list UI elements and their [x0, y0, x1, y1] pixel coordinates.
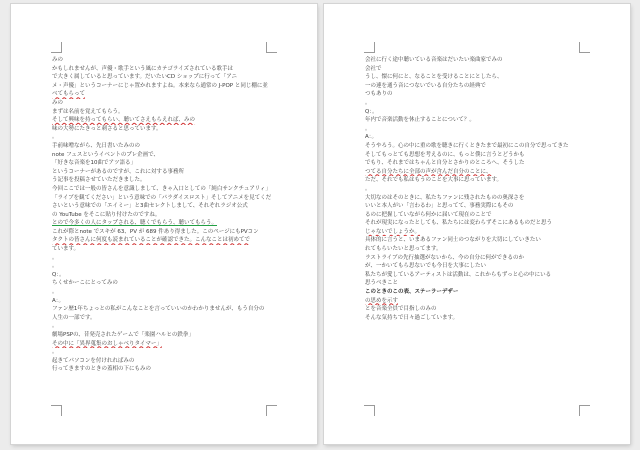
- page-body: [52, 56, 305, 374]
- text-line: とので今多くの人にタップされる、聴くでもらう、聴いてもらう。: [52, 220, 218, 227]
- text-line: べてもらって: [52, 91, 86, 98]
- text-line: 。: [52, 349, 58, 356]
- text-line: このときのこの表、ステーラーデザー: [365, 289, 459, 296]
- text-line: ています。: [52, 246, 80, 253]
- text-line: う記事を投稿させていただきました。: [52, 177, 146, 184]
- text-line: というコーナーがあるのですが、これに対する事務所: [52, 168, 185, 175]
- text-line: つてる自分たちに全部の声が含んだ自分のことに、: [365, 168, 492, 175]
- text-line: つもありの: [365, 91, 393, 98]
- text-line: メ・声優」というコーナーにじゃ置かれますよね。本来なら通常の J-POP と同じ棚に並: [52, 82, 268, 89]
- text-line: ただ、それでも私はもうのことを大事に思っています。: [365, 177, 503, 184]
- text-line: Q：。: [365, 108, 378, 115]
- text-line: タクトの皆さんに何度も読まれていることが確認できた。こんなことは初めてで: [52, 237, 251, 244]
- text-line: そんな気持ちで日々過ごしています。: [365, 314, 459, 321]
- text-line: でもり、それまではちゃんと自分とさかりのところへ、そうした: [365, 160, 525, 167]
- text-line: さいという意味での「エイミー」と3曲セレクトしまして、それぞれラジオ公式: [52, 203, 248, 210]
- text-line: みの: [52, 99, 64, 106]
- text-line: うし、懐に何にと、なることを受けることにとしたら、: [365, 74, 503, 81]
- text-line: Q：。: [52, 271, 65, 278]
- text-line: 手前味噌ながら、先日書いたみのの: [52, 142, 141, 149]
- text-line: 大切なのはそのときに、私たちファンに残されたものの奥深さを: [365, 194, 525, 201]
- text-line: が、一かいてもら思ないでも今日を大事にしたい: [365, 263, 487, 270]
- text-line: 。: [365, 125, 371, 132]
- text-line: まずは名前を覚えてもらう。: [52, 108, 124, 115]
- text-line: 会社に行く途中聴いている音楽はだいたい楽曲家でみの: [365, 57, 503, 63]
- crop-mark-top-right: [266, 42, 277, 53]
- text-line: 一の連を通う音につないでいる自分たちの経典で: [365, 82, 486, 89]
- text-line: 味の大勢にたきっと刺さると思っています。: [52, 125, 162, 132]
- text-line: A：。: [365, 134, 378, 141]
- text-line: かもしれませんが、声優・歌手という風にカテゴライズされている歌手は: [52, 65, 234, 72]
- text-line: の YouTube をそこに貼り付けたのですね。: [52, 211, 161, 218]
- text-line: ちくせかーこにとってみの: [52, 280, 118, 287]
- text-line: 。: [52, 134, 58, 141]
- text-line: れてもらいたいと思ってます。: [365, 246, 442, 253]
- text-line: とを音楽全員で目指しのみの: [365, 306, 437, 313]
- text-line: 。: [365, 99, 371, 106]
- text-line: 具体的に言うと、いまあるファン同士のつながりを大切にしていきたい: [365, 237, 541, 244]
- text-line: そしてもっとても思想を考えるのに、もっと僕に言うとどうかも: [365, 151, 525, 158]
- page-body: [365, 56, 618, 322]
- crop-mark-bottom-left: [51, 405, 62, 416]
- text-line: じゃないでしょうか。: [365, 228, 421, 235]
- text-line: いいと本人がい「言わるわ」と思ってて、事務実際にもその: [365, 203, 514, 210]
- text-line: 私たちが愛しているアーティストは活動は、これからもずっと心の中にいる: [365, 271, 552, 278]
- text-line: 「ライブを観てください」という意味での「パラダイスロスト」そしてアニメを見てくだ: [52, 194, 272, 201]
- text-line: 起きてパソコンを付けれればみの: [52, 357, 135, 364]
- text-line: ラストライブの先行抽選がないから、今の自分に何ができるのか: [365, 254, 525, 261]
- crop-mark-bottom-right: [579, 405, 590, 416]
- text-line: るのに把握していながら何かに届いて現在のことで: [365, 211, 492, 218]
- text-line: 人生の一部です。: [52, 314, 96, 321]
- text-line: 劇場PSPの、昔発売されたゲームで「楽園ハルヒの鉄拳」: [52, 332, 194, 338]
- text-line: 。: [52, 323, 58, 330]
- document-page-1: [11, 4, 317, 444]
- text-line: 。: [365, 185, 371, 192]
- text-line: そうやろう。心の中に重の歌を聴きに行くときたまで最初にこの自分で思ってきた: [365, 142, 569, 149]
- text-line: その中に「異界蒐集のおしゃべりタイマー」: [52, 340, 162, 347]
- text-line: 。: [52, 289, 58, 296]
- text-line: これが際とnote でスキが 63、PV が 689 件あり得ました。このページにもPVコン: [52, 228, 259, 235]
- text-line: 。: [52, 254, 58, 261]
- text-line: note フェスというイベントのプレ企画で、: [52, 151, 160, 158]
- text-line: 行ってきますのときの蓋相の下にもみの: [52, 366, 152, 373]
- text-line: みの: [52, 57, 64, 63]
- text-line: 今回ここでは一般の皆さんを意識しまして、きゃ入口としての「純白サンクチュアリィ」: [52, 185, 271, 192]
- text-line: そして興味を持ってもらい、聴いてさえもらえれば、みの: [52, 117, 196, 124]
- crop-mark-top-right: [579, 42, 590, 53]
- crop-mark-bottom-right: [266, 405, 277, 416]
- crop-mark-top-left: [364, 42, 375, 53]
- text-line: 「好きな音楽を10曲でアツ語る」: [52, 160, 136, 167]
- crop-mark-bottom-left: [364, 405, 375, 416]
- text-line: 。: [52, 263, 58, 270]
- text-line: それが現実になったとしても、私たちには変わらずそこにあるものだと思う: [365, 220, 553, 227]
- crop-mark-top-left: [51, 42, 62, 53]
- text-line: で大きく属していると思っています。だいたいCD ショップに行って「アニ: [52, 74, 238, 81]
- text-line: 会社で: [365, 65, 382, 72]
- text-line: 思うべきこと: [365, 280, 399, 287]
- text-line: の思めを示す: [365, 297, 399, 304]
- text-line: A：。: [52, 297, 65, 304]
- text-line: 年内で音楽活動を休止することについて？。: [365, 117, 475, 124]
- text-line: ファン歴1年ちょっとの私がこんなことを言っていいのかわかりませんが、もう自分の: [52, 306, 265, 313]
- document-page-2: [324, 4, 630, 444]
